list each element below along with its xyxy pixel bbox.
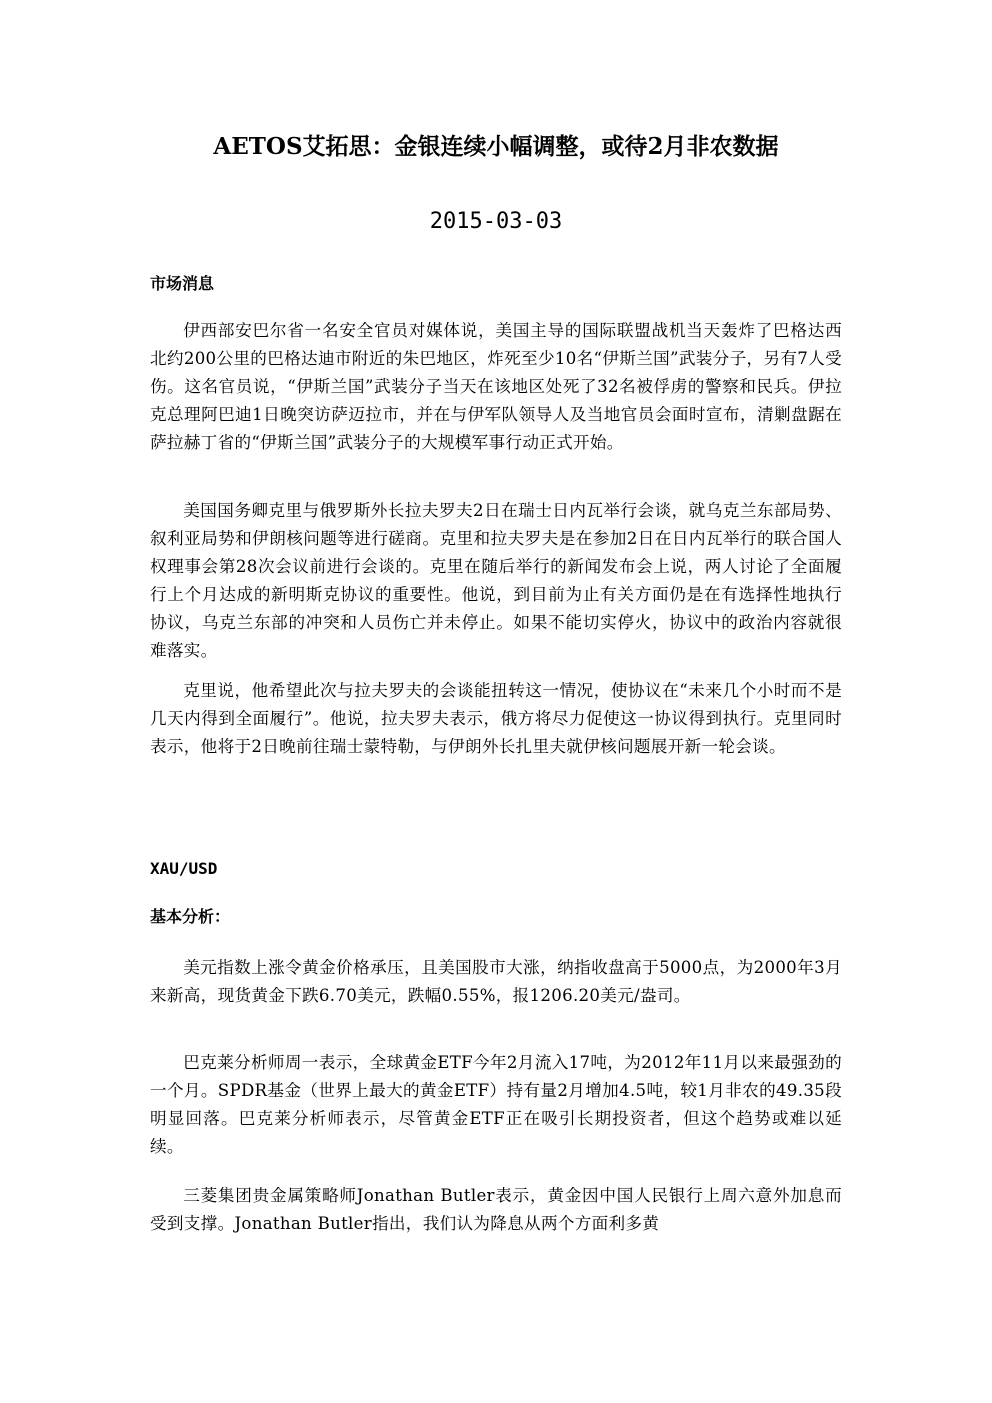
document-title: AETOS艾拓思：金银连续小幅调整，或待2月非农数据	[213, 133, 779, 160]
paragraph-market-news-1: 伊西部安巴尔省一名安全官员对媒体说，美国主导的国际联盟战机当天轰炸了巴格达西北约200公里的巴格达迪市附近的朱巴地区，炸死至少10名“伊斯兰国”武装分子，另有7人受伤。这名官员说，“伊斯兰国”武装分子当天在该地区处死了32名被俘虏的警察和民兵。伊拉克总理阿巴迪1日晚突访萨迈拉市，并在与伊军队领导人及当地官员会面时宣布，清剿盘踞在萨拉赫丁省的“伊斯兰国”武装分子的大规模军事行动正式开始。	[150, 321, 842, 452]
paragraph-fundamental-2: 巴克莱分析师周一表示，全球黄金ETF今年2月流入17吨，为2012年11月以来最强劲的一个月。SPDR基金（世界上最大的黄金ETF）持有量2月增加4.5吨，较1月非农的49.35段明显回落。巴克莱分析师表示，尽管黄金ETF正在吸引长期投资者，但这个趋势或难以延续。	[150, 1053, 842, 1156]
paragraph-market-news-2: 美国国务卿克里与俄罗斯外长拉夫罗夫2日在瑞士日内瓦举行会谈，就乌克兰东部局势、叙利亚局势和伊朗核问题等进行磋商。克里和拉夫罗夫是在参加2日在日内瓦举行的联合国人权理事会第28次会议前进行会谈的。克里在随后举行的新闻发布会上说，两人讨论了全面履行上个月达成的新明斯克协议的重要性。他说，到目前为止有关方面仍是在有选择性地执行协议，乌克兰东部的冲突和人员伤亡并未停止。如果不能切实停火，协议中的政治内容就很难落实。	[150, 501, 842, 660]
document-date: 2015-03-03	[429, 209, 563, 234]
section-heading-market-news: 市场消息	[150, 274, 215, 293]
paragraph-fundamental-3: 三菱集团贵金属策略师Jonathan Butler表示，黄金因中国人民银行上周六意外加息而受到支撑。Jonathan Butler指出，我们认为降息从两个方面利多黄	[150, 1186, 842, 1233]
section-heading-fundamental: 基本分析：	[150, 907, 231, 926]
paragraph-fundamental-1: 美元指数上涨令黄金价格承压，且美国股市大涨，纳指收盘高于5000点，为2000年3月来新高，现货黄金下跌6.70美元，跌幅0.55%，报1206.20美元/盎司。	[150, 958, 842, 1005]
paragraph-market-news-3: 克里说，他希望此次与拉夫罗夫的会谈能扭转这一情况，使协议在“未来几个小时而不是几天内得到全面履行”。他说，拉夫罗夫表示，俄方将尽力促使这一协议得到执行。克里同时表示，他将于2日晚前往瑞士蒙特勒，与伊朗外长扎里夫就伊核问题展开新一轮会谈。	[150, 681, 842, 756]
section-heading-xauusd: XAU/USD	[150, 859, 218, 878]
